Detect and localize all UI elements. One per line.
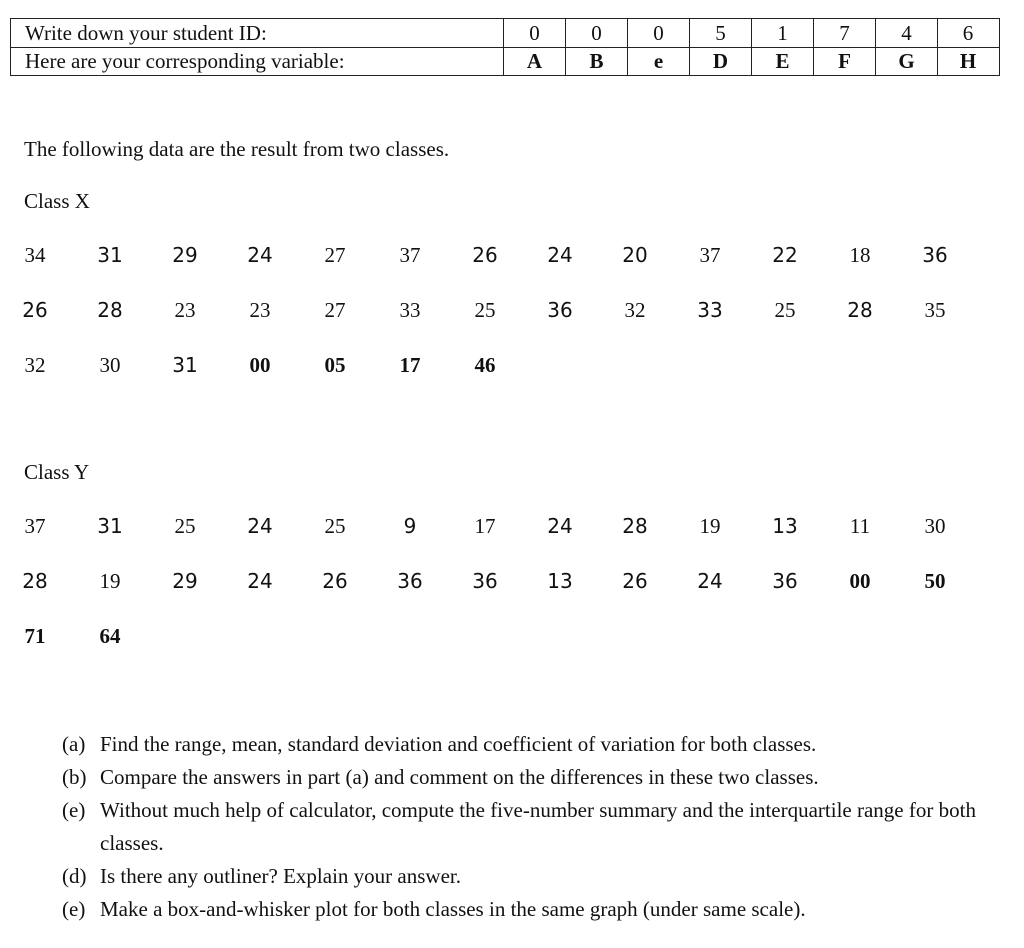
data-value: 26: [322, 569, 348, 593]
data-value: 26: [622, 569, 648, 593]
question-tag: (d): [62, 864, 87, 888]
question-text: Without much help of calculator, compute the five-number summary and the interquartile range for both classes.: [100, 798, 976, 855]
data-value: 31: [172, 353, 198, 377]
question-item: [62, 794, 1012, 860]
id-variable-cell: e: [627, 47, 689, 75]
id-digit-cell: 1: [751, 19, 813, 47]
data-value: 30: [99, 353, 121, 377]
question-item: [62, 860, 1012, 893]
data-row: [20, 353, 980, 381]
id-digit-cell: 6: [937, 19, 998, 47]
id-digit-cell: 0: [627, 19, 689, 47]
data-value: 05: [324, 353, 346, 377]
data-value: 25: [774, 298, 796, 322]
id-variable-cell: F: [813, 47, 875, 75]
question-text: Compare the answers in part (a) and comment on the differences in these two classes.: [100, 765, 819, 789]
data-value: 36: [922, 243, 948, 267]
data-row: [20, 624, 980, 652]
data-value: 20: [622, 243, 648, 267]
data-value: 33: [697, 298, 723, 322]
question-text: Is there any outliner? Explain your answer.: [100, 864, 461, 888]
data-value: 00: [249, 353, 271, 377]
variable-label: Here are your corresponding variable:: [25, 49, 345, 73]
data-value: 31: [97, 514, 123, 538]
question-tag: (b): [62, 765, 87, 789]
data-value: 25: [324, 514, 346, 538]
data-value: 36: [397, 569, 423, 593]
student-id-row: [11, 19, 999, 48]
data-value: 37: [699, 243, 721, 267]
data-value: 25: [174, 514, 196, 538]
data-value: 36: [772, 569, 798, 593]
data-value: 9: [403, 514, 417, 538]
question-tag: (a): [62, 732, 86, 756]
id-variable-cell: D: [689, 47, 751, 75]
data-value: 29: [172, 569, 198, 593]
id-digit-cell: 5: [689, 19, 751, 47]
data-value: 22: [772, 243, 798, 267]
data-row: [20, 514, 980, 542]
data-value: 27: [324, 298, 346, 322]
data-row: [20, 298, 980, 326]
data-value: 30: [924, 514, 946, 538]
data-value: 13: [772, 514, 798, 538]
data-value: 24: [247, 243, 273, 267]
data-value: 00: [849, 569, 871, 593]
id-digit-cell: 0: [503, 19, 565, 47]
data-value: 37: [399, 243, 421, 267]
data-value: 19: [99, 569, 121, 593]
id-variable-cell: B: [565, 47, 627, 75]
data-row: [20, 569, 980, 597]
data-value: 24: [697, 569, 723, 593]
question-tag: (e): [62, 897, 86, 921]
id-variable-cell: A: [503, 47, 565, 75]
question-list: [62, 728, 1012, 926]
id-variable-cell: H: [937, 47, 998, 75]
data-value: 32: [24, 353, 46, 377]
question-text: Make a box-and-whisker plot for both classes in the same graph (under same scale).: [100, 897, 806, 921]
data-value: 36: [547, 298, 573, 322]
id-digit-cell: 7: [813, 19, 875, 47]
data-value: 71: [24, 624, 46, 648]
data-value: 24: [547, 243, 573, 267]
question-item: [62, 893, 1012, 926]
student-id-label: Write down your student ID:: [25, 21, 267, 45]
intro-text: The following data are the result from two classes.: [24, 137, 450, 161]
data-value: 17: [399, 353, 421, 377]
data-value: 64: [99, 624, 121, 648]
data-value: 24: [247, 569, 273, 593]
question-text: Find the range, mean, standard deviation and coefficient of variation for both classes.: [100, 732, 817, 756]
id-variable-cell: E: [751, 47, 813, 75]
data-value: 23: [174, 298, 196, 322]
data-value: 28: [847, 298, 873, 322]
class-y-title: Class Y: [24, 460, 90, 484]
data-value: 31: [97, 243, 123, 267]
class-x-title: Class X: [24, 189, 90, 213]
data-value: 46: [474, 353, 496, 377]
data-value: 28: [622, 514, 648, 538]
id-variable-cell: G: [875, 47, 937, 75]
id-digit-cell: 4: [875, 19, 937, 47]
id-digit-cell: 0: [565, 19, 627, 47]
data-value: 32: [624, 298, 646, 322]
question-item: [62, 761, 1012, 794]
data-value: 26: [22, 298, 48, 322]
data-value: 26: [472, 243, 498, 267]
data-value: 28: [22, 569, 48, 593]
data-value: 24: [247, 514, 273, 538]
data-value: 18: [849, 243, 871, 267]
data-value: 24: [547, 514, 573, 538]
data-value: 11: [849, 514, 871, 538]
question-tag: (e): [62, 798, 86, 822]
data-value: 19: [699, 514, 721, 538]
data-value: 28: [97, 298, 123, 322]
question-item: [62, 728, 1012, 761]
data-value: 50: [924, 569, 946, 593]
data-row: [20, 243, 980, 271]
variable-row: [11, 47, 999, 75]
data-value: 35: [924, 298, 946, 322]
data-value: 23: [249, 298, 271, 322]
data-value: 33: [399, 298, 421, 322]
data-value: 27: [324, 243, 346, 267]
student-id-table: [10, 18, 1000, 76]
data-value: 37: [24, 514, 46, 538]
data-value: 13: [547, 569, 573, 593]
data-value: 36: [472, 569, 498, 593]
data-value: 34: [24, 243, 46, 267]
data-value: 29: [172, 243, 198, 267]
data-value: 17: [474, 514, 496, 538]
data-value: 25: [474, 298, 496, 322]
